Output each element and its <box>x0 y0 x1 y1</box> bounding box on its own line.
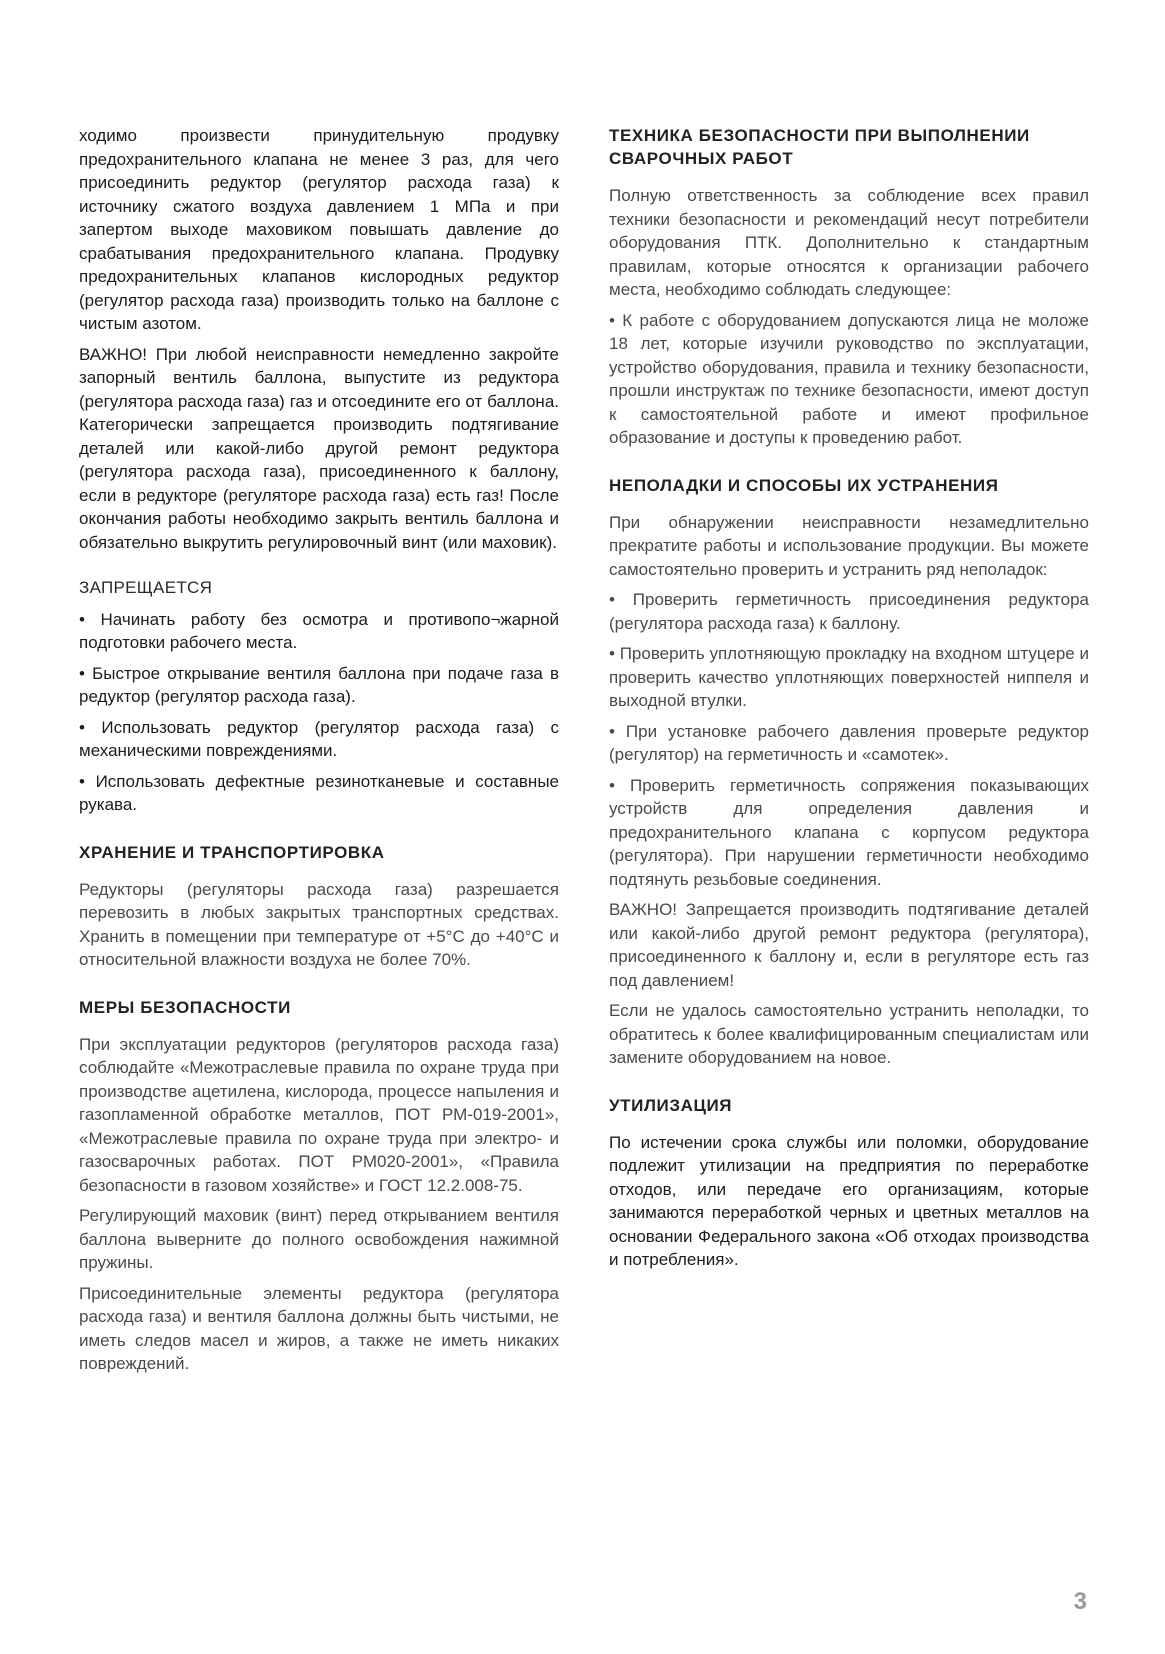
forbidden-item: • Быстрое открывание вентиля баллона при подаче газа в редуктор (регулятор расхода газа). <box>79 663 559 706</box>
safety-paragraph: Присоединительные элементы редуктора (регулятора расхода газа) и вентиля баллона должны быть чистыми, не иметь следов масел и жиров, а также не иметь никаких повреждений. <box>79 1283 559 1373</box>
storage-paragraph: Редукторы (регуляторы расхода газа) разрешается перевозить в любых закрытых транспортных средствах. Хранить в помещении при температуре от +5°С до +40°С и относительной влажности воздуха не более 70%. <box>79 879 559 969</box>
forbidden-item: • Использовать редуктор (регулятор расхода газа) с механическими повреждениями. <box>79 717 559 760</box>
right-column <box>609 124 1089 1279</box>
important-paragraph: ВАЖНО! При любой неисправности немедленно закройте запорный вентиль баллона, выпустите из редуктора (регулятора расхода газа) газ и отсоедините его от баллона. Категорически запрещается производить подтягивание деталей или какой-либо другой ремонт редуктора (регулятора расхода газа), присоединенного к баллону, если в редукторе (регуляторе расхода газа) есть газ! После окончания работы необходимо закрыть вентиль баллона и обязательно выкрутить регулировочный винт (или маховик). <box>79 344 559 552</box>
faults-item: • Проверить уплотняющую прокладку на входном штуцере и проверить качество уплотняющих поверхностей ниппеля и выходной втулки. <box>609 644 1089 710</box>
page-number: 3 <box>1073 1588 1087 1615</box>
forbidden-label: ЗАПРЕЩАЕТСЯ <box>79 578 213 597</box>
faults-paragraph: При обнаружении неисправности незамедлительно прекратите работы и использование продукции. Вы можете самостоятельно проверить и устранить ряд неполадок: <box>609 512 1089 579</box>
faults-item: • Проверить герметичность присоединения редуктора (регулятора расхода газа) к баллону. <box>609 590 1089 633</box>
faults-item: • Проверить герметичность сопряжения показывающих устройств для определения давления и предохранительного клапана с корпусом редуктора (регулятора). При нарушении герметичности необходимо подтянуть резьбовые соединения. <box>609 775 1089 889</box>
intro-paragraph: ходимо произвести принудительную продувку предохранительного клапана не менее 3 раз, для чего присоединить редуктор (регулятор расхода газа) к источнику сжатого воздуха давлением 1 МПа и при запертом выходе маховиком повышать давление до срабатывания предохранительного клапана. Продувку предохранительных клапанов кислородных редуктор (регулятор расхода газа) производить только на баллоне с чистым азотом. <box>79 126 559 333</box>
safety-paragraph: При эксплуатации редукторов (регуляторов расхода газа) соблюдайте «Межотраслевые правила по охране труда при производстве ацетилена, кислорода, процессе напыления и газопламенной обработке металлов, ПОТ РМ-019-2001», «Межотраслевые правила по охране труда при электро- и газосварочных работах. ПОТ РМ020-2001», «Правила безопасности в газовом хозяйстве» и ГОСТ 12.2.008-75. <box>79 1034 559 1195</box>
forbidden-item: • Использовать дефектные резинотканевые и составные рукава. <box>79 771 559 814</box>
welding-paragraph: Полную ответственность за соблюдение всех правил техники безопасности и рекомендаций несут потребители оборудования ПТК. Дополнительно к стандартным правилам, которые относятся к организации рабочего места, необходимо соблюдать следующее: <box>609 186 1089 299</box>
forbidden-item: • Начинать работу без осмотра и противопо¬жарной подготовки рабочего места. <box>79 609 559 652</box>
left-column <box>79 124 559 1383</box>
faults-heading: НЕПОЛАДКИ И СПОСОБЫ ИХ УСТРАНЕНИЯ <box>609 475 999 495</box>
disposal-paragraph: По истечении срока службы или поломки, оборудование подлежит утилизации на предприятия по переработке отходов, или передаче его организациям, которые занимаются переработкой черных и цветных металлов на основании Федерального закона «Об отходах производства и потребления». <box>609 1132 1089 1269</box>
faults-item: • При установке рабочего давления проверьте редуктор (регулятор) на герметичность и «самотек». <box>609 721 1089 764</box>
faults-paragraph: Если не удалось самостоятельно устранить неполадки, то обратитесь к более квалифицированным специалистам или замените оборудованием на новое. <box>609 1001 1089 1067</box>
welding-paragraph: • К работе с оборудованием допускаются лица не моложе 18 лет, которые изучили руководство по эксплуатации, устройство оборудования, правила и технику безопасности, прошли инструктаж по технике безопасности, имеют доступ к самостоятельной работе и имеют профильное образование и доступы к проведению работ. <box>609 310 1089 447</box>
disposal-heading: УТИЛИЗАЦИЯ <box>609 1095 733 1115</box>
storage-heading: ХРАНЕНИЕ И ТРАНСПОРТИРОВКА <box>79 842 385 862</box>
welding-heading: ТЕХНИКА БЕЗОПАСНОСТИ ПРИ ВЫПОЛНЕНИИ СВАРОЧНЫХ РАБОТ <box>609 126 1030 168</box>
faults-important: ВАЖНО! Запрещается производить подтягивание деталей или какой-либо другой ремонт редуктора (регулятора), присоединенного к баллону и, если в регуляторе есть газ под давлением! <box>609 900 1089 990</box>
safety-paragraph: Регулирующий маховик (винт) перед открыванием вентиля баллона выверните до полного освобождения нажимной пружины. <box>79 1206 559 1272</box>
safety-heading: МЕРЫ БЕЗОПАСНОСТИ <box>79 997 291 1017</box>
